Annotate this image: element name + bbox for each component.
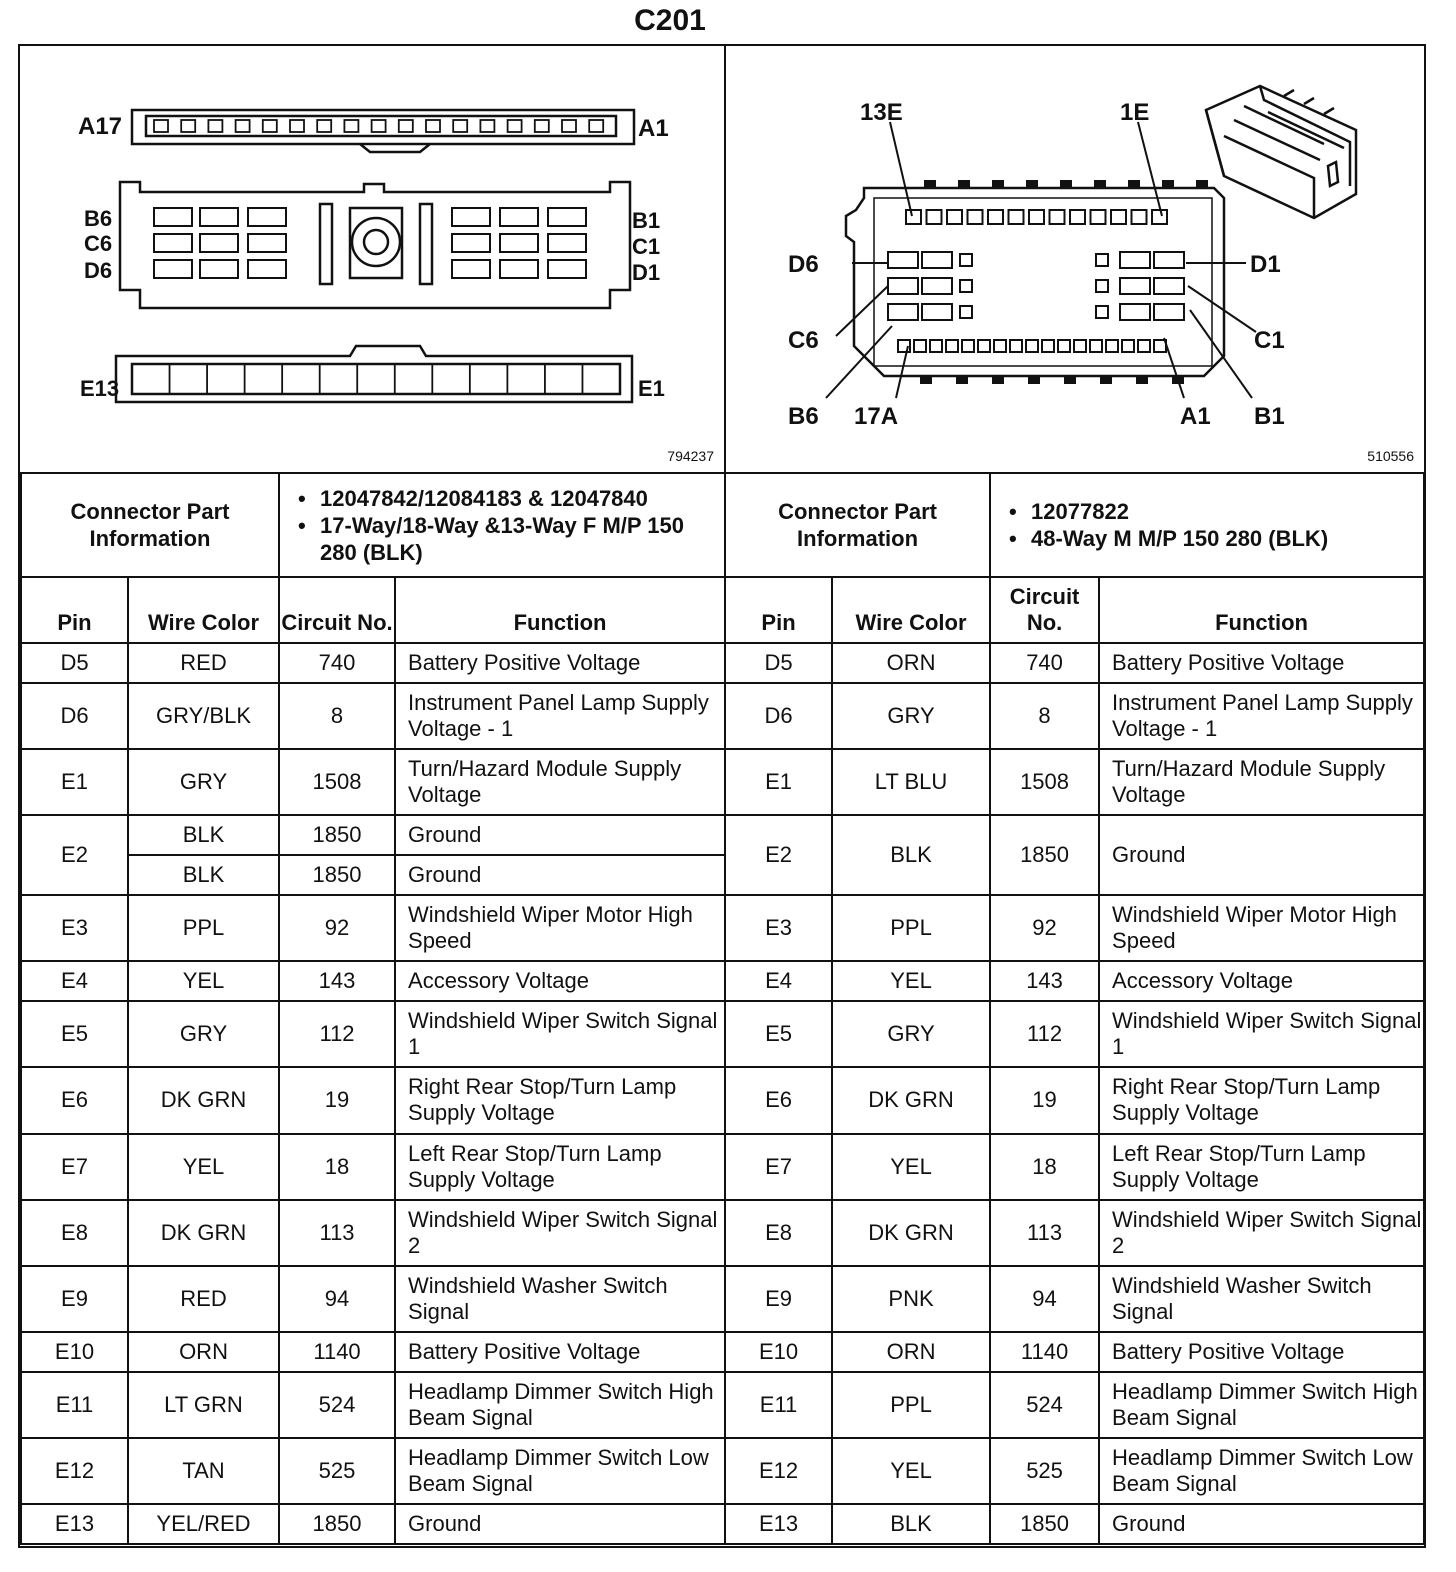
cavity [978,340,990,352]
cavity [200,260,238,278]
cavity [906,210,921,224]
cavity [1058,340,1070,352]
cavity [898,340,910,352]
latch-bump [958,180,970,188]
label-b6: B6 [84,206,113,231]
left-part-info [279,473,725,577]
cavity [1152,210,1167,224]
cavity [1154,252,1184,268]
latch-bump [1136,376,1148,384]
table-row [21,961,1424,1001]
cavity [453,120,467,132]
latch-bump [1094,180,1106,188]
connector-cavities [888,210,1184,352]
function-cell: Turn/Hazard Module Supply Voltage [395,749,725,815]
wire-color-cell: BLK [128,855,279,895]
table-row [21,815,1424,855]
latch-bump [992,376,1004,384]
cavity [263,120,277,132]
cavity [248,208,286,226]
cavity [960,306,972,318]
pin-cell: D6 [21,683,128,749]
function-cell: Ground [395,815,725,855]
cavity [452,260,490,278]
left-part-number: • 12047842/12084183 & 12047840 [320,485,724,512]
function-cell: Turn/Hazard Module Supply Voltage [1099,749,1424,815]
latch-bump [1100,376,1112,384]
cavity [1029,210,1044,224]
wire-color-cell: DK GRN [832,1067,990,1133]
pin-cell: E8 [21,1200,128,1266]
latch-bump [924,180,936,188]
wire-color-cell: GRY [128,749,279,815]
cavity [1074,340,1086,352]
cavity [922,252,952,268]
circuit-cell: 740 [279,643,395,683]
col-function: Function [395,577,725,643]
cavity [960,280,972,292]
cavity [968,210,983,224]
wire-color-cell: ORN [832,1332,990,1372]
label-b1: B1 [632,208,661,233]
cavity [946,340,958,352]
latch-bump [1128,180,1140,188]
label-c1: C1 [1254,327,1285,354]
circuit-cell: 524 [990,1372,1099,1438]
cavity [562,120,576,132]
pin-cell: E3 [21,895,128,961]
left-part-description: • 17-Way/18-Way &13-Way F M/P 150 280 (BLK) [320,512,724,566]
wire-color-cell: ORN [832,643,990,683]
pin-cell: E1 [21,749,128,815]
wire-color-cell: GRY [832,1001,990,1067]
latch-bump [1196,180,1208,188]
circuit-cell: 524 [279,1372,395,1438]
function-cell: Accessory Voltage [395,961,725,1001]
wire-color-cell: BLK [832,815,990,895]
circuit-cell: 113 [990,1200,1099,1266]
cavity [960,254,972,266]
wire-color-cell: BLK [832,1504,990,1544]
function-cell: Windshield Wiper Switch Signal 2 [1099,1200,1424,1266]
pin-cell: D6 [725,683,832,749]
figure-id: 794237 [667,448,714,464]
wire-color-cell: BLK [128,815,279,855]
wire-color-cell: PNK [832,1266,990,1332]
circuit-cell: 94 [990,1266,1099,1332]
label-1e: 1E [1120,99,1150,126]
cavity [1010,340,1022,352]
label-13e: 13E [860,99,903,126]
function-cell: Windshield Wiper Motor High Speed [395,895,725,961]
right-part-info-heading: Connector Part Information [725,473,990,577]
circuit-cell: 525 [990,1438,1099,1504]
pin-cell: E13 [725,1504,832,1544]
table-row [21,1332,1424,1372]
pin-cell: E2 [725,815,832,895]
label-a1: A1 [638,115,669,142]
function-cell: Ground [395,1504,725,1544]
cavity [200,234,238,252]
function-cell: Headlamp Dimmer Switch High Beam Signal [395,1372,725,1438]
latch-bump [920,376,932,384]
cavity [914,340,926,352]
wire-color-cell: PPL [832,895,990,961]
right-part-number: • 12077822 [1031,498,1423,525]
function-cell: Battery Positive Voltage [1099,1332,1424,1372]
pin-cell: D5 [21,643,128,683]
pinout-table [20,472,1425,1545]
page-title: C201 [634,4,706,37]
wire-color-cell: LT GRN [128,1372,279,1438]
cavity [500,234,538,252]
cavity [535,120,549,132]
function-cell: Windshield Wiper Motor High Speed [1099,895,1424,961]
table-row [21,1067,1424,1133]
cavity [888,252,918,268]
table-row [21,1134,1424,1200]
pin-cell: E12 [725,1438,832,1504]
function-cell: Accessory Voltage [1099,961,1424,1001]
circuit-cell: 1850 [279,1504,395,1544]
latch-bump [1028,376,1040,384]
pin-cell: E7 [725,1134,832,1200]
circuit-cell: 112 [279,1001,395,1067]
cavity [1026,340,1038,352]
cavity [248,234,286,252]
cavity [154,234,192,252]
label-17a: 17A [854,403,899,430]
function-cell: Instrument Panel Lamp Supply Voltage - 1 [1099,683,1424,749]
wire-color-cell: YEL [128,961,279,1001]
circuit-cell: 1850 [990,1504,1099,1544]
column-header-row [21,577,1424,643]
pin-cell: D5 [725,643,832,683]
left-connector-drawing [20,46,726,472]
function-cell: Windshield Wiper Switch Signal 1 [395,1001,725,1067]
col-circuit: Circuit No. [990,577,1099,643]
cavity [922,278,952,294]
left-part-info-heading: Connector Part Information [21,473,279,577]
wire-color-cell: YEL [832,961,990,1001]
wire-color-cell: YEL [128,1134,279,1200]
cavity [988,210,1003,224]
cavity [200,208,238,226]
pin-cell: E5 [725,1001,832,1067]
col-pin: Pin [21,577,128,643]
circuit-cell: 143 [990,961,1099,1001]
pin-cell: E9 [21,1266,128,1332]
cavity [1154,340,1166,352]
latch-bump [1060,180,1072,188]
wire-color-cell: DK GRN [832,1200,990,1266]
pin-cell: E13 [21,1504,128,1544]
cavity [1120,278,1150,294]
label-c1: C1 [632,234,661,259]
function-cell: Headlamp Dimmer Switch High Beam Signal [1099,1372,1424,1438]
cavity [888,304,918,320]
circuit-cell: 19 [279,1067,395,1133]
figure-id: 510556 [1367,448,1414,464]
label-e13: E13 [80,376,120,401]
left-connector-svg [20,46,724,472]
cavity [1096,280,1108,292]
bottom-strip [116,346,632,402]
function-cell: Headlamp Dimmer Switch Low Beam Signal [1099,1438,1424,1504]
wire-color-cell: GRY [128,1001,279,1067]
leader-lines [826,122,1256,398]
cavity [548,208,586,226]
label-c6: C6 [788,327,819,354]
circuit-cell: 525 [279,1438,395,1504]
table-row [21,895,1424,961]
cavity [1120,252,1150,268]
function-cell: Ground [395,855,725,895]
function-cell: Battery Positive Voltage [395,643,725,683]
cavity [1042,340,1054,352]
cavity [154,208,192,226]
circuit-cell: 19 [990,1067,1099,1133]
pin-cell: E12 [21,1438,128,1504]
cavity [1132,210,1147,224]
cavity [1120,304,1150,320]
label-b1: B1 [1254,403,1285,430]
function-cell: Instrument Panel Lamp Supply Voltage - 1 [395,683,725,749]
right-connector-svg [724,46,1424,472]
cavity [154,260,192,278]
table-row [21,1001,1424,1067]
cavity [480,120,494,132]
pin-cell: E6 [725,1067,832,1133]
cavity [1106,340,1118,352]
table-row [21,1438,1424,1504]
function-cell: Windshield Wiper Switch Signal 2 [395,1200,725,1266]
right-part-description: • 48-Way M M/P 150 280 (BLK) [1031,525,1423,552]
latch-bump [1064,376,1076,384]
label-d1: D1 [1250,251,1281,278]
cavity [1096,306,1108,318]
label-a1: A1 [1180,403,1211,430]
table-row [21,1372,1424,1438]
cavity [922,304,952,320]
wire-color-cell: DK GRN [128,1200,279,1266]
function-cell: Right Rear Stop/Turn Lamp Supply Voltage [1099,1067,1424,1133]
wire-color-cell: YEL [832,1134,990,1200]
function-cell: Ground [1099,1504,1424,1544]
cavity [1090,340,1102,352]
right-part-info [990,473,1424,577]
circuit-cell: 1508 [990,749,1099,815]
function-cell: Battery Positive Voltage [1099,643,1424,683]
circuit-cell: 740 [990,643,1099,683]
table-row [21,1504,1424,1544]
col-wire-color: Wire Color [128,577,279,643]
function-cell: Ground [1099,815,1424,895]
cavity [1096,254,1108,266]
right-connector-drawing [724,46,1424,472]
pin-cell: E6 [21,1067,128,1133]
cavity [548,234,586,252]
cavity [344,120,358,132]
connector-frame [18,44,1426,1548]
circuit-cell: 112 [990,1001,1099,1067]
col-function: Function [1099,577,1424,643]
cavity [1050,210,1065,224]
wire-color-cell: GRY/BLK [128,683,279,749]
function-cell: Left Rear Stop/Turn Lamp Supply Voltage [395,1134,725,1200]
wire-color-cell: RED [128,1266,279,1332]
cavity [181,120,195,132]
circuit-cell: 143 [279,961,395,1001]
table-row [21,643,1424,683]
col-wire-color: Wire Color [832,577,990,643]
label-d6: D6 [84,258,113,283]
function-cell: Windshield Washer Switch Signal [1099,1266,1424,1332]
pin-cell: E11 [725,1372,832,1438]
cavity [452,234,490,252]
bottom-strip-pins [170,364,583,394]
label-c6: C6 [84,231,113,256]
circuit-cell: 8 [990,683,1099,749]
cavity [248,260,286,278]
circuit-cell: 18 [279,1134,395,1200]
circuit-cell: 1140 [990,1332,1099,1372]
cavity [208,120,222,132]
pin-cell: E5 [21,1001,128,1067]
cavity [589,120,603,132]
cavity [452,208,490,226]
cavity [154,120,168,132]
pin-cell: E1 [725,749,832,815]
part-info-row [21,473,1424,577]
table-row [21,749,1424,815]
table-row [21,1200,1424,1266]
cavity [1122,340,1134,352]
wire-color-cell: LT BLU [832,749,990,815]
circuit-cell: 1850 [279,815,395,855]
col-pin: Pin [725,577,832,643]
circuit-cell: 94 [279,1266,395,1332]
cavity [426,120,440,132]
pin-cell: E4 [725,961,832,1001]
circuit-cell: 18 [990,1134,1099,1200]
cavity [962,340,974,352]
latch-bump [956,376,968,384]
pin-cell: E11 [21,1372,128,1438]
wire-color-cell: DK GRN [128,1067,279,1133]
circuit-cell: 1140 [279,1332,395,1372]
label-b6: B6 [788,403,819,430]
middle-body [120,182,630,308]
wire-color-cell: YEL/RED [128,1504,279,1544]
top-strip-pins [154,120,603,132]
pin-cell: E8 [725,1200,832,1266]
cavity [1009,210,1024,224]
cavity [548,260,586,278]
wire-color-cell: PPL [832,1372,990,1438]
function-cell: Windshield Washer Switch Signal [395,1266,725,1332]
pin-cell: E9 [725,1266,832,1332]
circuit-cell: 92 [990,895,1099,961]
cavity [317,120,331,132]
wire-color-cell: PPL [128,895,279,961]
wire-color-cell: ORN [128,1332,279,1372]
circuit-cell: 1850 [990,815,1099,895]
circuit-cell: 1850 [279,855,395,895]
cavity [888,278,918,294]
cavity [500,260,538,278]
cavity [290,120,304,132]
wire-color-cell: YEL [832,1438,990,1504]
isometric-connector-view [1206,86,1356,218]
function-cell: Windshield Wiper Switch Signal 1 [1099,1001,1424,1067]
label-d1: D1 [632,260,661,285]
latch-bump [1162,180,1174,188]
function-cell: Headlamp Dimmer Switch Low Beam Signal [395,1438,725,1504]
pin-cell: E10 [725,1332,832,1372]
cavity [500,208,538,226]
wire-color-cell: RED [128,643,279,683]
table-row [21,683,1424,749]
latch-bump [1026,180,1038,188]
cavity [399,120,413,132]
function-cell: Right Rear Stop/Turn Lamp Supply Voltage [395,1067,725,1133]
cavity [1154,278,1184,294]
label-e1: E1 [638,376,665,401]
pin-cell: E7 [21,1134,128,1200]
label-d6: D6 [788,251,819,278]
cavity [994,340,1006,352]
circuit-cell: 1508 [279,749,395,815]
cavity [1111,210,1126,224]
circuit-cell: 92 [279,895,395,961]
circuit-cell: 113 [279,1200,395,1266]
pin-cell: E2 [21,815,128,895]
wire-color-cell: GRY [832,683,990,749]
top-strip [132,110,634,152]
cavity [1138,340,1150,352]
pin-cell: E3 [725,895,832,961]
latch-bump [992,180,1004,188]
pin-cell: E4 [21,961,128,1001]
cavity [1154,304,1184,320]
cavity [1070,210,1085,224]
circuit-cell: 8 [279,683,395,749]
wire-color-cell: TAN [128,1438,279,1504]
cavity [372,120,386,132]
cavity [508,120,522,132]
cavity [236,120,250,132]
cavity [930,340,942,352]
cavity [1091,210,1106,224]
pin-cell: E10 [21,1332,128,1372]
function-cell: Left Rear Stop/Turn Lamp Supply Voltage [1099,1134,1424,1200]
cavity [947,210,962,224]
label-a17: A17 [78,113,123,140]
function-cell: Battery Positive Voltage [395,1332,725,1372]
col-circuit: Circuit No. [279,577,395,643]
cavity [927,210,942,224]
table-row [21,1266,1424,1332]
